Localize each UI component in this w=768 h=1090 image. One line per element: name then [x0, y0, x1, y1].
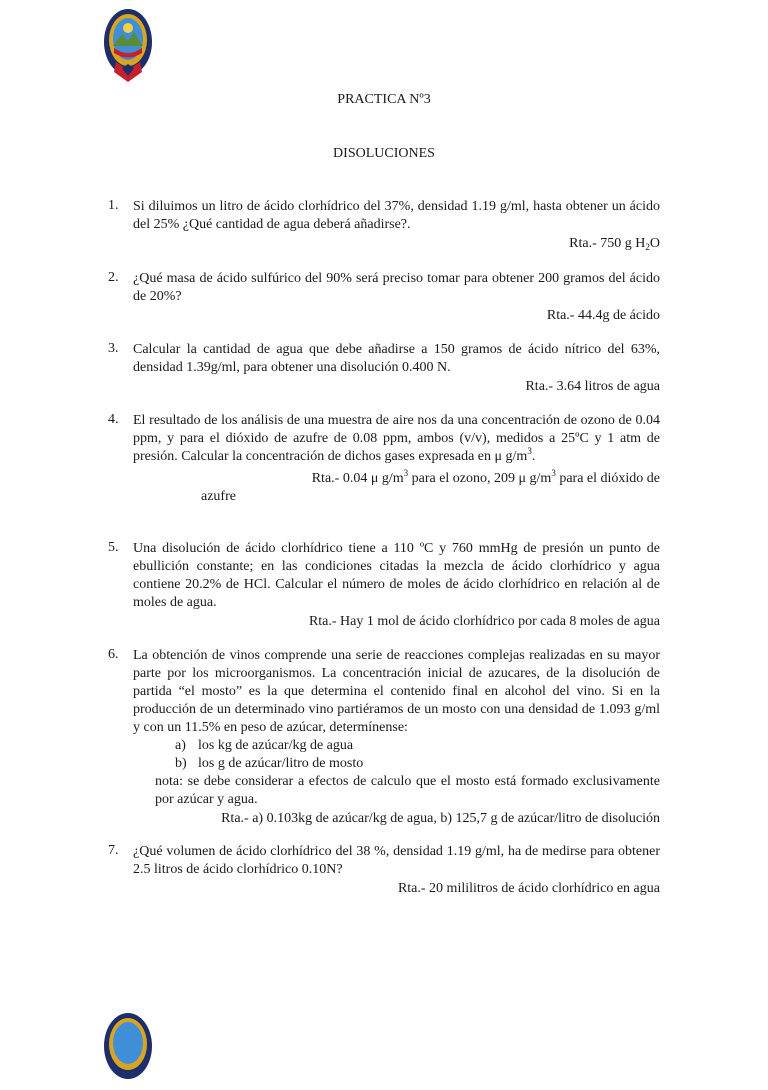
university-seal-icon [102, 6, 154, 86]
question-3 [108, 341, 660, 396]
question-answer: Rta.- 750 g $H_2O$ [569, 236, 660, 252]
document-title: PRACTICA Nº3 [337, 92, 431, 107]
question-number: 6. [108, 647, 119, 662]
question-number: 1. [108, 198, 119, 213]
document-subtitle: DISOLUCIONES [333, 146, 435, 161]
question-number: 2. [108, 270, 119, 285]
list-item: b) los g de azúcar/litro de mosto [175, 756, 364, 771]
question-text: La obtención de vinos comprende una serie de reacciones complejas realizadas en su mayor parte por los microorganismos. La concentración inicial de azucares, de la disolución de partida “el mosto” es la que determina el contenido final en alcohol del vino. Si en la producción de un determinado vino partiéramos de un mosto con una densidad de 1.093 g/ml y con un 11.5% en peso de azúcar, determínense: [133, 648, 660, 735]
question-answer: Rta.- 0.04 μ $g/m^3$ para el ozono, 209 μ $g/m^3$ para el dióxido de [311, 468, 660, 486]
question-text: El resultado de los análisis de una muestra de aire nos da una concentración de ozono de 0.04 ppm, y para el dióxido de azufre de 0.08 ppm, ambos (v/v), medidos a 25ºC y 1 atm de presión. Calcular la concentración de dichos gases expresada en μ $g/m^3$. [133, 413, 660, 464]
question-text: ¿Qué masa de ácido sulfúrico del 90% será preciso tomar para obtener 200 gramos del ácido de 20%? [133, 271, 660, 304]
list-item: a) los kg de azúcar/kg de agua [175, 738, 354, 753]
question-text: Una disolución de ácido clorhídrico tiene a 110 ºC y 760 mmHg de presión un punto de ebullición constante; en las condiciones citadas la mezcla de ácido clorhídrico y agua contiene 20.2% de HCl. Calcular el número de moles de ácido clorhídrico en relación al de moles de agua. [133, 541, 660, 610]
question-answer-continuation: azufre [201, 489, 236, 504]
question-7 [108, 843, 660, 898]
question-answer: Rta.- 20 mililitros de ácido clorhídrico en agua [397, 881, 660, 896]
question-number: 5. [108, 540, 119, 555]
question-4 [108, 412, 660, 506]
question-6 [108, 647, 660, 828]
question-1 [108, 198, 660, 253]
question-text: Si diluimos un litro de ácido clorhídrico del 37%, densidad 1.19 g/ml, hasta obtener un ácido del 25% ¿Qué cantidad de agua deberá añadirse?. [133, 199, 660, 232]
question-number: 4. [108, 412, 119, 427]
question-5 [108, 540, 660, 631]
question-answer: Rta.- Hay 1 mol de ácido clorhídrico por cada 8 moles de agua [308, 614, 660, 629]
question-answer: Rta.- a) 0.103kg de azúcar/kg de agua, b) 125,7 g de azúcar/litro de disolución [221, 811, 660, 826]
university-seal-icon [102, 1010, 154, 1090]
question-note: nota: se debe considerar a efectos de calculo que el mosto está formado exclusivamente por azúcar y agua. [155, 774, 660, 807]
question-text: ¿Qué volumen de ácido clorhídrico del 38 %, densidad 1.19 g/ml, ha de medirse para obtener 2.5 litros de ácido clorhídrico 0.10N? [133, 844, 660, 877]
question-number: 7. [108, 843, 119, 858]
question-text: Calcular la cantidad de agua que debe añadirse a 150 gramos de ácido nítrico del 63%, densidad 1.39g/ml, para obtener una disolución 0.400 N. [133, 342, 660, 375]
question-number: 3. [108, 341, 119, 356]
question-2 [108, 270, 660, 325]
question-answer: Rta.- 44.4g de ácido [546, 308, 660, 323]
question-answer: Rta.- 3.64 litros de agua [525, 379, 660, 394]
